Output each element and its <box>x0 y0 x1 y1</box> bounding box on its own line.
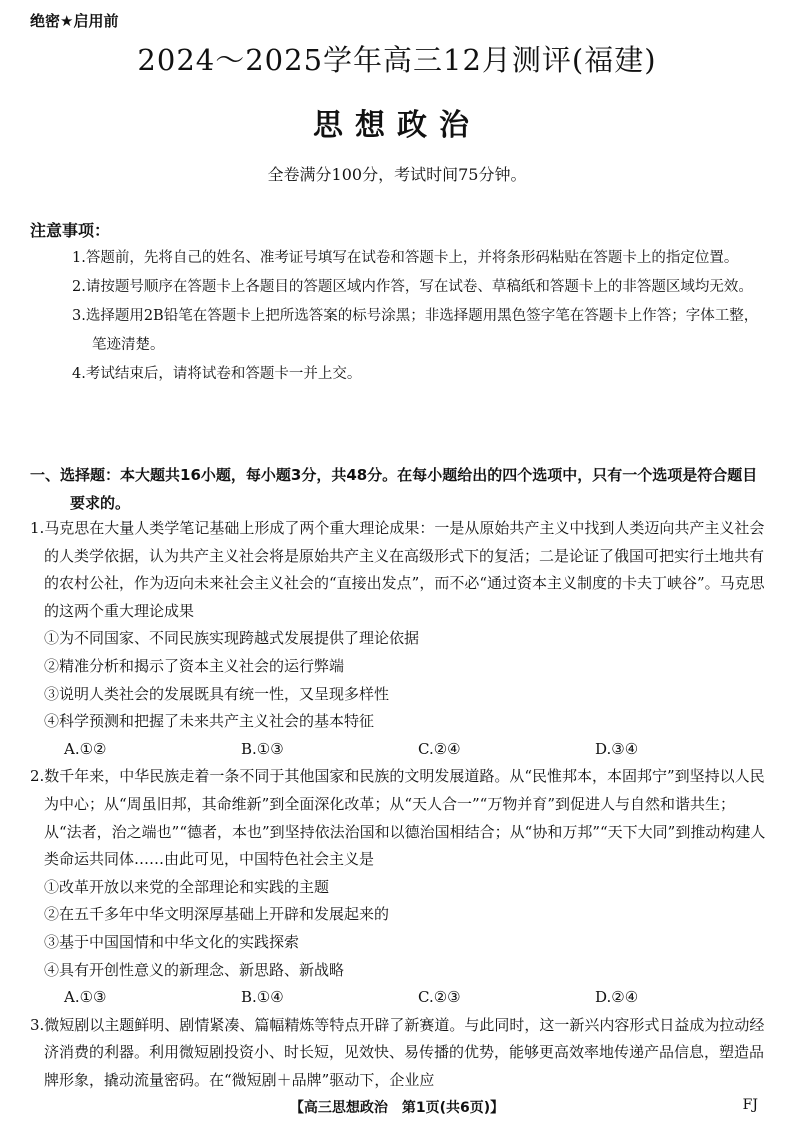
question-2 <box>30 763 772 1011</box>
choice-a: A.①② <box>64 739 107 758</box>
subject-title: 思想政治 <box>313 108 481 143</box>
section-heading: 一、选择题：本大题共16小题，每小题3分，共48分。在每小题给出的四个选项中，只有一个选项是符合题目要求的。 <box>30 466 758 512</box>
question-option: ①改革开放以来党的全部理论和实践的主题 <box>44 877 330 896</box>
answer-choices <box>30 736 772 764</box>
choice-b: B.①④ <box>241 988 284 1007</box>
note-item: 3.选择题用2B铅笔在答题卡上把所选答案的标号涂黑；非选择题用黑色签字笔在答题卡上作答；字体工整，笔迹清楚。 <box>72 308 759 353</box>
notes-list <box>30 244 770 389</box>
question-option: ③基于中国国情和中华文化的实践探索 <box>44 932 300 951</box>
choice-c: C.②④ <box>418 739 461 758</box>
notes-title: 注意事项： <box>30 221 111 240</box>
question-option: ④具有开创性意义的新理念、新思路、新战略 <box>44 960 345 979</box>
question-option: ③说明人类社会的发展既具有统一性，又呈现多样性 <box>44 684 390 703</box>
choice-d: D.③④ <box>595 739 639 758</box>
footer-code: FJ <box>742 1097 758 1113</box>
question-3 <box>30 1012 772 1095</box>
question-stem: 2.数千年来，中华民族走着一条不同于其他国家和民族的文明发展道路。从“民惟邦本，本固邦宁”到坚持以人民为中心；从“周虽旧邦，其命维新”到全面深化改革；从“天人合一”“万物并育”到促进人与自然和谐共生；从“法者，治之端也”“德者，本也”到坚持依法治国和以德治国相结合；从“协和万邦”“天下大同”到推动构建人类命运共同体……由此可见，中国特色社会主义是 <box>30 767 766 869</box>
exam-title: 2024～2025学年高三12月测评(福建) <box>137 43 657 77</box>
question-list <box>30 515 772 1094</box>
question-stem: 3.微短剧以主题鲜明、剧情紧凑、篇幅精炼等特点开辟了新赛道。与此同时，这一新兴内容形式日益成为拉动经济消费的利器。利用微短剧投资小、时长短，见效快、易传播的优势，能够更高效率地传递产品信息，塑造品牌形象，撬动流量密码。在“微短剧＋品牌”驱动下，企业应 <box>30 1015 765 1089</box>
question-stem: 1.马克思在大量人类学笔记基础上形成了两个重大理论成果：一是从原始共产主义中找到人类迈向共产主义社会的人类学依据，认为共产主义社会将是原始共产主义在高级形式下的复活；二是论证了俄国可把实行土地共有的农村公社，作为迈向未来社会主义社会的“直接出发点”，而不必“通过资本主义制度的卡夫丁峡谷”。马克思的这两个重大理论成果 <box>30 519 765 620</box>
choice-a: A.①③ <box>64 988 107 1007</box>
choice-b: B.①③ <box>241 739 284 758</box>
answer-choices <box>30 984 772 1012</box>
question-option: ④科学预测和把握了未来共产主义社会的基本特征 <box>44 712 375 731</box>
choice-d: D.②④ <box>595 988 639 1007</box>
question-option: ②在五千多年中华文明深厚基础上开辟和发展起来的 <box>44 905 390 924</box>
choice-c: C.②③ <box>418 988 461 1007</box>
page-footer <box>0 1097 794 1117</box>
note-item: 4.考试结束后，请将试卷和答题卡一并上交。 <box>72 366 362 382</box>
question-1 <box>30 515 772 763</box>
secret-label: 绝密★启用前 <box>30 12 119 30</box>
note-item: 2.请按题号顺序在答题卡上各题目的答题区域内作答，写在试卷、草稿纸和答题卡上的非答题区域均无效。 <box>72 279 753 295</box>
question-option: ②精准分析和揭示了资本主义社会的运行弊端 <box>44 656 345 675</box>
note-item: 1.答题前，先将自己的姓名、准考证号填写在试卷和答题卡上，并将条形码粘贴在答题卡上的指定位置。 <box>72 250 739 266</box>
exam-info: 全卷满分100分，考试时间75分钟。 <box>267 165 527 184</box>
question-option: ①为不同国家、不同民族实现跨越式发展提供了理论依据 <box>44 629 420 648</box>
footer-label: 【高三思想政治 第1页(共6页)】 <box>289 1100 505 1116</box>
